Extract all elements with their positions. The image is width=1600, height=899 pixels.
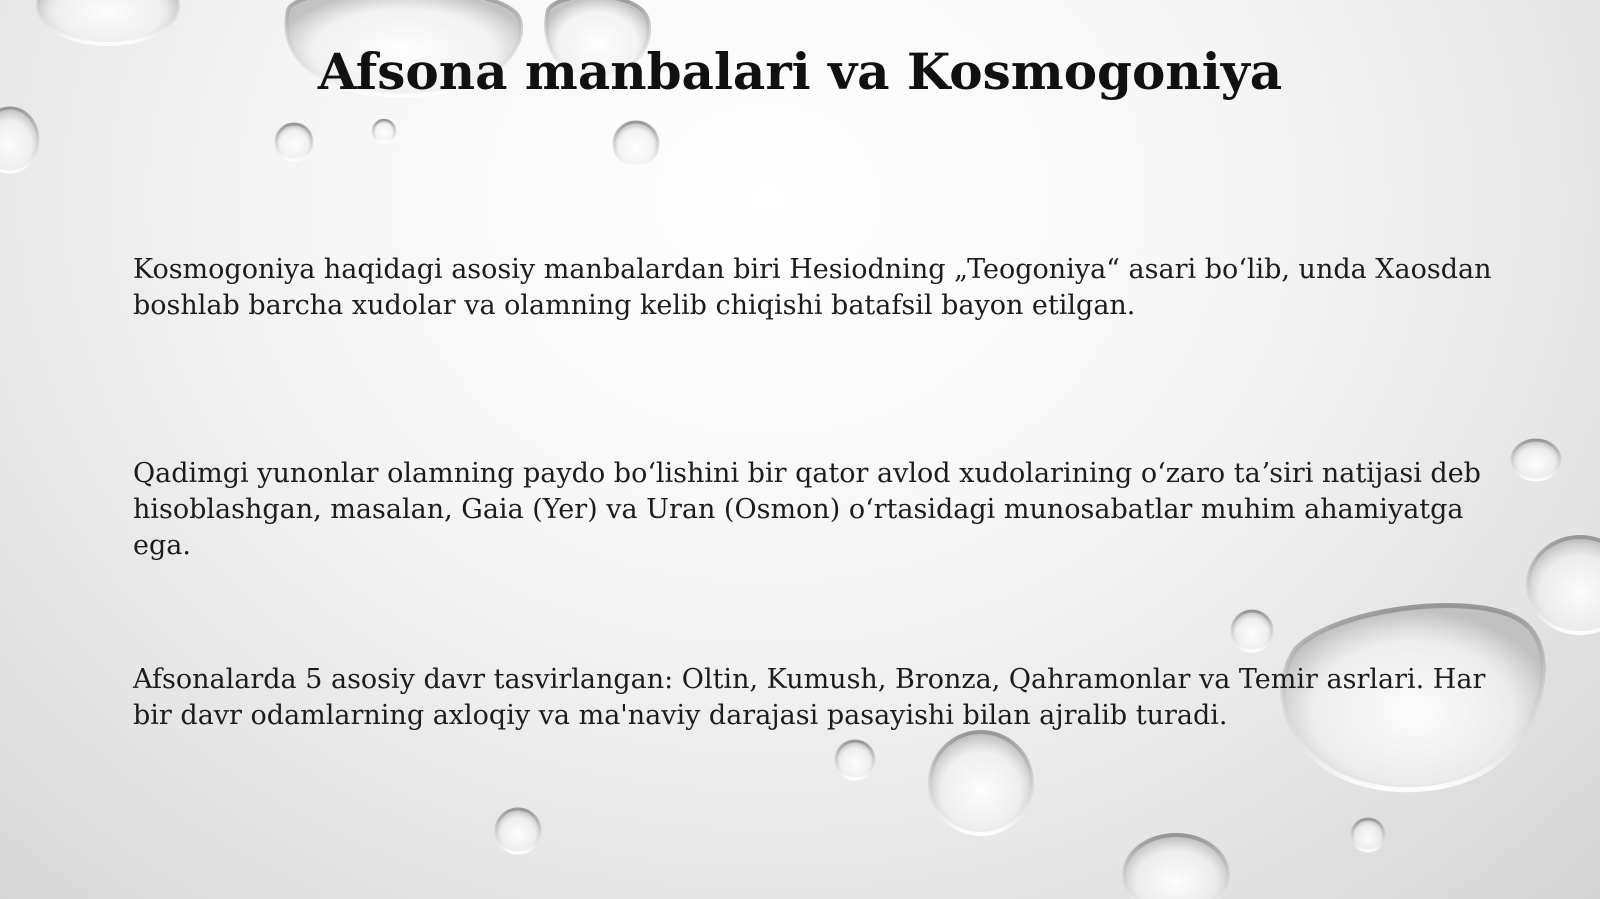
drop: [373, 120, 395, 142]
drop: [930, 732, 1032, 834]
drop: [1352, 819, 1384, 851]
drop: [496, 809, 540, 853]
drop: [614, 122, 658, 166]
paragraph-greek-origin-belief: Qadimgi yunonlar olamning paydo boʻlishini bir qator avlod xudolarining oʻzaro taʼsiri natijasi deb hisoblashgan, masalan, Gaia (Yer) va Uran (Osmon) oʻrtasidagi munosabatlar muhim ahamiyatga ega.: [133, 458, 1481, 561]
drop: [1232, 611, 1272, 651]
paragraph-five-ages: Afsonalarda 5 asosiy davr tasvirlangan: Oltin, Kumush, Bronza, Qahramonlar va Temir asrlari. Har bir davr odamlarning axloqiy va ma'naviy darajasi pasayishi bilan ajralib turadi.: [133, 664, 1486, 731]
slide-title: Afsona manbalari va Kosmogoniya: [317, 42, 1283, 101]
drop: [276, 124, 312, 160]
drop: [1512, 440, 1560, 480]
drop: [38, 0, 178, 44]
drop: [0, 108, 38, 172]
drop: [836, 741, 874, 779]
drop: [1124, 835, 1228, 899]
paragraph-teogoniya-source: Kosmogoniya haqidagi asosiy manbalardan biri Hesiodning „Teogoniya“ asari boʻlib, unda Xaosdan boshlab barcha xudolar va olamning kelib chiqishi batafsil bayon etilgan.: [133, 254, 1492, 321]
drop: [1528, 537, 1600, 633]
